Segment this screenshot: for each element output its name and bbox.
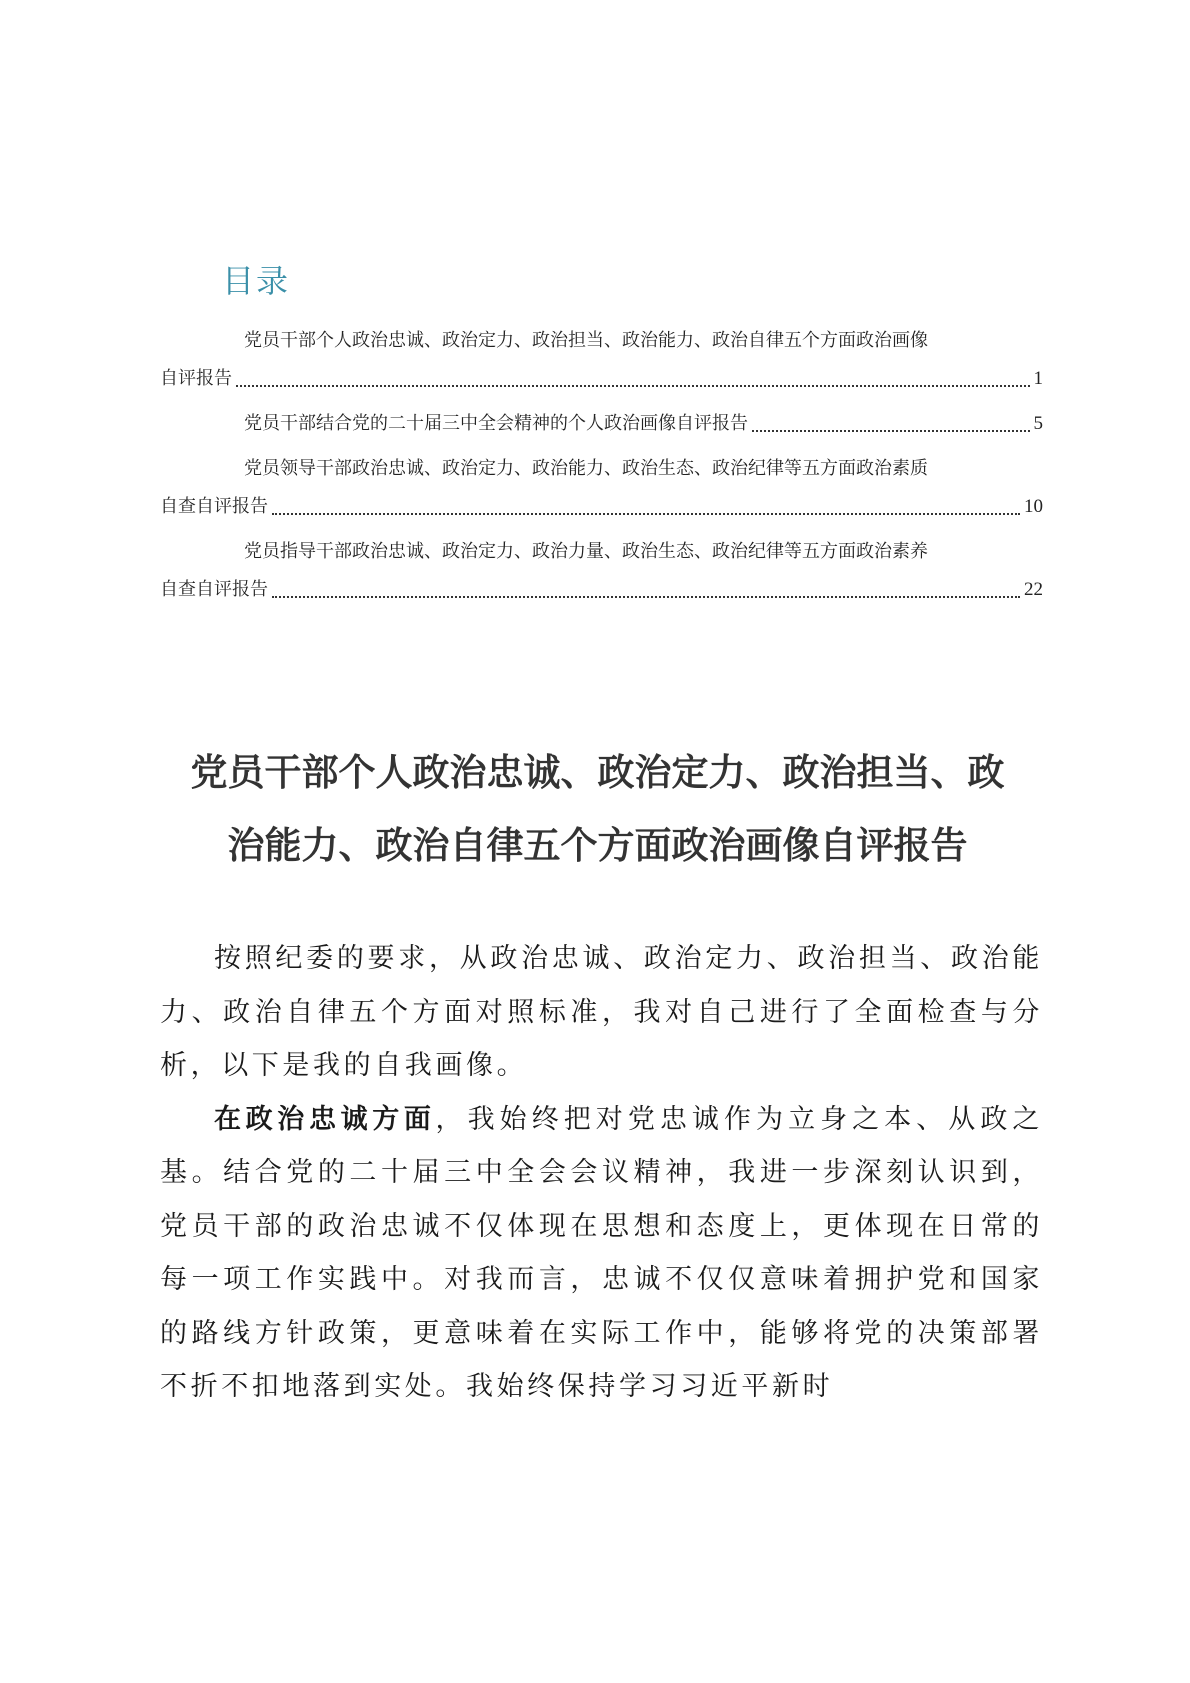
article-title [150, 736, 1045, 882]
toc-entry-title-continued: 自查自评报告 [160, 496, 268, 517]
toc-dot-leader [752, 430, 1030, 432]
toc-entry-row [160, 360, 1043, 398]
section-paragraph [160, 1093, 1043, 1414]
section-lead-in: 在政治忠诚方面 [214, 1103, 436, 1135]
toc-entry-row [160, 405, 1043, 443]
article-title-line-1: 党员干部个人政治忠诚、政治定力、政治担当、政 [190, 751, 1005, 794]
toc-entry-row [160, 571, 1043, 609]
toc-entry-title-continued: 自查自评报告 [160, 579, 268, 600]
toc-entry[interactable] [160, 322, 1043, 398]
toc-entry-row [160, 488, 1043, 526]
toc-entry[interactable] [160, 533, 1043, 609]
toc-entry[interactable] [160, 405, 1043, 443]
toc-page-number: 22 [1024, 579, 1043, 600]
toc-page-number: 1 [1033, 368, 1043, 389]
toc-entry-title-continued: 自评报告 [160, 368, 232, 389]
toc-entry-title: 党员干部结合党的二十届三中全会精神的个人政治画像自评报告 [244, 413, 748, 434]
toc-dot-leader [236, 385, 1030, 387]
toc-entry-title: 党员指导干部政治忠诚、政治定力、政治力量、政治生态、政治纪律等五方面政治素养 [244, 541, 928, 562]
article-title-line-2: 治能力、政治自律五个方面政治画像自评报告 [227, 824, 968, 867]
toc-title: 目录 [222, 262, 291, 300]
section-paragraph-text: ，我始终把对党忠诚作为立身之本、从政之基。结合党的二十届三中全会会议精神，我进一步深刻认识到，党员干部的政治忠诚不仅体现在思想和态度上，更体现在日常的每一项工作实践中。对我而言，忠诚不仅仅意味着拥护党和国家的路线方针政策，更意味着在实际工作中，能够将党的决策部署不折不扣地落到实处。我始终保持学习习近平新时 [160, 1103, 1044, 1402]
toc-entry[interactable] [160, 450, 1043, 526]
intro-paragraph: 按照纪委的要求，从政治忠诚、政治定力、政治担当、政治能力、政治自律五个方面对照标准，我对自己进行了全面检查与分析，以下是我的自我画像。 [160, 943, 1043, 1081]
toc-dot-leader [272, 513, 1020, 515]
table-of-contents [160, 322, 1043, 616]
article-body [160, 932, 1043, 1414]
toc-entry-title: 党员干部个人政治忠诚、政治定力、政治担当、政治能力、政治自律五个方面政治画像 [244, 330, 928, 351]
toc-entry-title: 党员领导干部政治忠诚、政治定力、政治能力、政治生态、政治纪律等五方面政治素质 [244, 458, 928, 479]
toc-page-number: 5 [1033, 413, 1043, 434]
toc-dot-leader [272, 596, 1020, 598]
toc-page-number: 10 [1024, 496, 1043, 517]
